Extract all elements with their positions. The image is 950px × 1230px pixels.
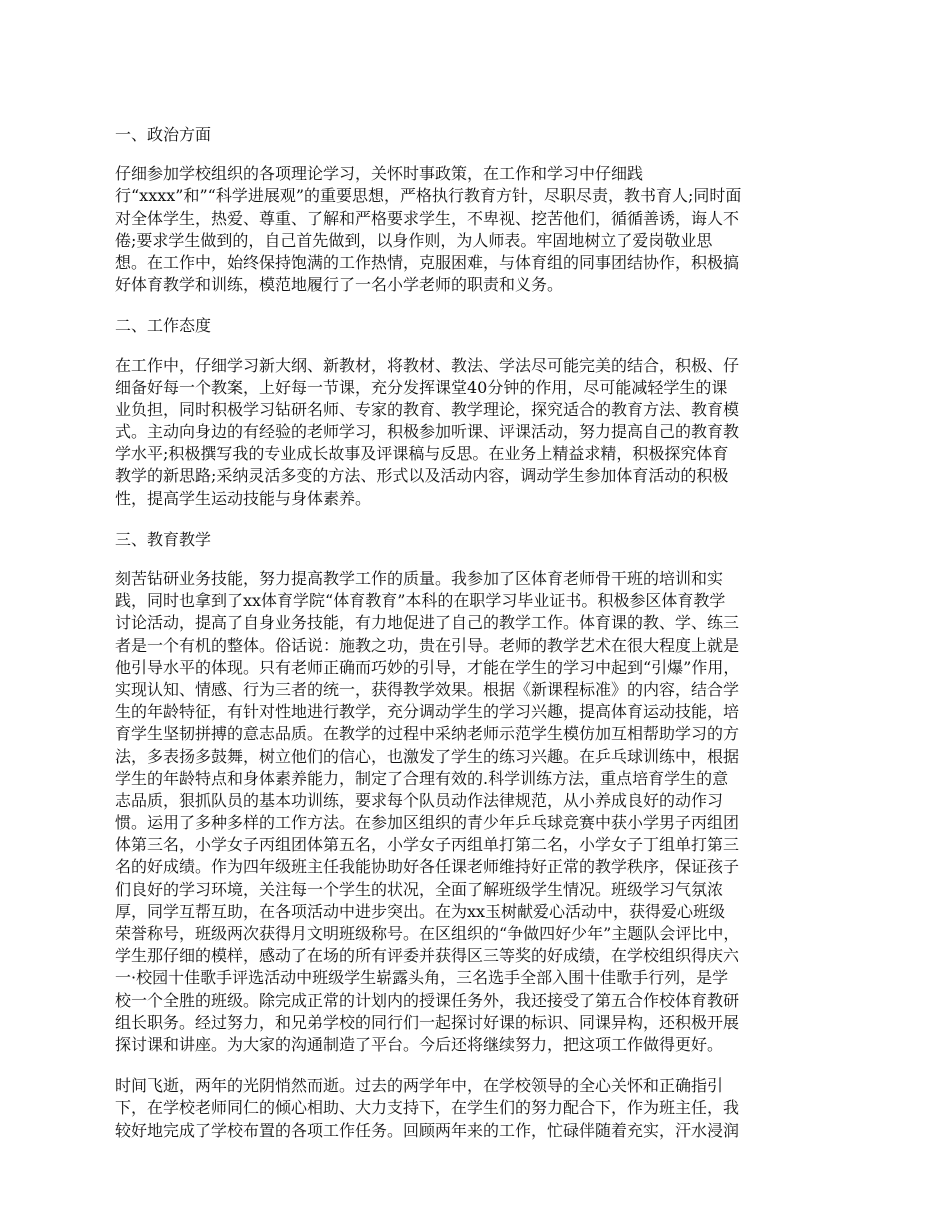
text-line: 校一个全胜的班级。除完成正常的计划内的授课任务外，我还接受了第五合作校体育教研 — [115, 990, 740, 1010]
paragraph — [115, 163, 840, 296]
text-line: 法，多表扬多鼓舞，树立他们的信心，也激发了学生的练习兴趣。在乒乓球训练中，根据 — [115, 746, 740, 766]
text-line: 在工作中，仔细学习新大纲、新教材，将教材、教法、学法尽可能完美的结合，积极、仔 — [115, 355, 740, 375]
text-line: 实现认知、情感、行为三者的统一，获得教学效果。根据《新课程标准》的内容，结合学 — [115, 679, 740, 699]
text-line: 性，提高学生运动技能与身体素养。 — [115, 488, 372, 508]
text-line: 细备好每一个教案，上好每一节课，充分发挥课堂40分钟的作用，尽可能减轻学生的课 — [115, 377, 728, 397]
text-line: 下，在学校老师同仁的倾心相助、大力支持下，在学生们的努力配合下，作为班主任，我 — [115, 1098, 740, 1118]
text-line: 厚，同学互帮互助，在各项活动中进步突出。在为xx玉树献爱心活动中，获得爱心班级 — [115, 901, 726, 921]
text-line: 体第三名，小学女子丙组团体第五名，小学女子丙组单打第二名，小学女子丁组单打第三 — [115, 835, 740, 855]
text-line: 探讨课和讲座。为大家的沟通制造了平台。今后还将继续努力，把这项工作做得更好。 — [115, 1034, 724, 1054]
text-line: 讨论活动，提高了自身业务技能，有力地促进了自己的教学工作。体育课的教、学、练三 — [115, 613, 740, 633]
section-heading: 二、工作态度 — [115, 316, 212, 336]
text-line: 惯。运用了多种多样的工作方法。在参加区组织的青少年乒乓球竞赛中获小学男子丙组团 — [115, 813, 740, 833]
text-line: 教学的新思路;采纳灵活多变的方法、形式以及活动内容，调动学生参加体育活动的积极 — [115, 466, 729, 486]
text-line: 他引导水平的体现。只有老师正确而巧妙的引导，才能在学生的学习中起到“引爆”作用， — [115, 657, 740, 677]
text-line: 对全体学生，热爱、尊重、了解和严格要求学生，不卑视、挖苦他们，循循善诱，诲人不 — [115, 208, 740, 228]
text-line: 者是一个有机的整体。俗话说：施教之功，贵在引导。老师的教学艺术在很大程度上就是 — [115, 635, 740, 655]
section-work-attitude — [115, 315, 840, 510]
text-line: 倦;要求学生做到的，自己首先做到，以身作则，为人师表。牢固地树立了爱岗敬业思 — [115, 230, 713, 250]
text-line: 较好地完成了学校布置的各项工作任务。回顾两年来的工作，忙碌伴随着充实，汗水浸润 — [115, 1120, 740, 1140]
document-page — [115, 124, 840, 1161]
text-line: 生的年龄特征，有针对性地进行教学，充分调动学生的学习兴趣，提高体育运动技能，培 — [115, 702, 740, 722]
text-line: 践，同时也拿到了xx体育学院“体育教育”本科的在职学习毕业证书。积极参区体育教学 — [115, 591, 726, 611]
section-education-teaching — [115, 529, 840, 1142]
paragraph — [115, 1075, 840, 1142]
text-line: 学生的年龄特点和身体素养能力，制定了合理有效的.科学训练方法，重点培育学生的意 — [115, 768, 729, 788]
text-line: 式。主动向身边的有经验的老师学习，积极参加听课、评课活动，努力提高自己的教育教 — [115, 422, 740, 442]
section-heading: 三、教育教学 — [115, 529, 212, 549]
paragraph — [115, 568, 840, 1056]
text-line: 学生那仔细的模样，感动了在场的所有评委并获得区三等奖的好成绩，在学校组织得庆六 — [115, 946, 740, 966]
text-line: 时间飞逝，两年的光阴悄然而逝。过去的两学年中，在学校领导的全心关怀和正确指引 — [115, 1076, 724, 1096]
text-line: 业负担，同时积极学习钻研名师、专家的教育、教学理论，探究适合的教育方法、教育模 — [115, 399, 740, 419]
text-line: 想。在工作中，始终保持饱满的工作热情，克服困难，与体育组的同事团结协作，积极搞 — [115, 252, 740, 272]
text-line: 志品质，狠抓队员的基本功训练，要求每个队员动作法律规范，从小养成良好的动作习 — [115, 790, 724, 810]
text-line: 育学生坚韧拼搏的意志品质。在教学的过程中采纳老师示范学生模仿加互相帮助学习的方 — [115, 724, 740, 744]
section-political — [115, 124, 840, 296]
paragraph — [115, 355, 840, 510]
text-line: 们良好的学习环境，关注每一个学生的状况，全面了解班级学生情况。班级学习气氛浓 — [115, 879, 724, 899]
text-line: 组长职务。经过努力，和兄弟学校的同行们一起探讨好课的标识、同课异构，还积极开展 — [115, 1012, 740, 1032]
text-line: 好体育教学和训练，模范地履行了一名小学老师的职责和义务。 — [115, 275, 564, 295]
text-line: 仔细参加学校组织的各项理论学习，关怀时事政策，在工作和学习中仔细践 — [115, 164, 644, 184]
section-heading: 一、政治方面 — [115, 125, 212, 144]
text-line: 一·校园十佳歌手评选活动中班级学生崭露头角，三名选手全部入围十佳歌手行列，是学 — [115, 968, 729, 988]
text-line: 行“xxxx”和”“科学进展观”的重要思想，严格执行教育方针，尽职尽责，教书育人;同时面 — [115, 186, 742, 206]
text-line: 刻苦钻研业务技能，努力提高教学工作的质量。我参加了区体育老师骨干班的培训和实 — [115, 569, 724, 589]
text-line: 名的好成绩。作为四年级班主任我能协助好各任课老师维持好正常的教学秩序，保证孩子 — [115, 857, 740, 877]
text-line: 荣誉称号，班级两次获得月文明班级称号。在区组织的“争做四好少年”主题队会评比中， — [115, 924, 740, 944]
text-line: 学水平;积极撰写我的专业成长故事及评课稿与反思。在业务上精益求精，积极探究体育 — [115, 444, 729, 464]
